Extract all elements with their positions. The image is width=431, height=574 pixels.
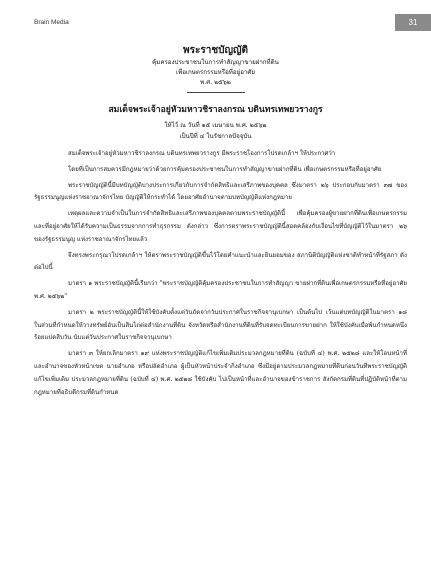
paragraph-preamble: โดยที่เป็นการสมควรมีกฎหมายว่าด้วยการคุ้มครองประชาชนในการทำสัญญาขายฝากที่ดิน เพื่อเกษตรกรรมหรือที่อยู่อาศัย: [68, 165, 382, 173]
subtitle-line-3: พ.ศ. ๒๕๖๒: [200, 79, 231, 86]
paragraph-enactment: จึงทรงพระกรุณาโปรดเกล้าฯ ให้ตราพระราชบัญญัติขึ้นไว้โดยคำแนะนำและยินยอมของ สภานิติบัญญัติแห่งชาติทำหน้าที่รัฐสภา ดังต่อไปนี้: [34, 251, 407, 272]
section-3: มาตรา ๓ ให้ยกเลิกมาตรา ๑๙ แห่งพระราชบัญญัติแก้ไขเพิ่มเติมประมวลกฎหมายที่ดิน (ฉบับที่ ๔) พ.ศ. ๒๕๒๘ และให้โอนหน้าที่และอำนาจของหัวหน้าเขต นายอำเภอ หรือปลัดอำเภอ ผู้เป็นหัวหน้าประจำกิ่งอำเภอ ซึ่งมีอยู่ตามประมวลกฎหมายที่ดินก่อนวันที่พระราชบัญญัติแก้ไขเพิ่มเติม ประมวลกฎหมายที่ดิน (ฉบับที่ ๔) พ.ศ. ๒๕๒๘ ใช้บังคับ ไปเป็นหน้าที่และอำนาจของข้าราชการ สังกัดกรมที่ดินที่ปฏิบัติหน้าที่ตามกฎหมายที่อธิบดีกรมที่ดินกำหนด: [34, 350, 407, 396]
paragraph-rationale: เหตุผลและความจำเป็นในการจำกัดสิทธิและเสรีภาพของบุคคลตามพระราชบัญญัตินี้ เพื่อคุ้มครองผู้ขายฝากที่ดินเพื่อเกษตรกรรมและที่อยู่อาศัยให้ได้รับความเป็นธรรมจากการทำธุรกรรม ดังกล่าว ซึ่งการตราพระราชบัญญัตินี้สอดคล้องกับเงื่อนไขที่บัญญัติไว้ในมาตรา ๒๖ ของรัฐธรรมนูญ แห่งราชอาณาจักรไทยแล้ว: [34, 210, 407, 243]
monarch-name: สมเด็จพระเจ้าอยู่หัวมหาวชิราลงกรณ บดินทรเทพยวรางกูร: [108, 105, 323, 115]
header-brand: Brain Media: [34, 19, 69, 26]
given-date: ให้ไว้ ณ วันที่ ๑๕ เมษายน พ.ศ. ๒๕๖๒: [164, 122, 267, 129]
page-number-badge: 31: [395, 14, 431, 31]
section-2: มาตรา ๒ พระราชบัญญัตินี้ให้ใช้บังคับตั้งแต่วันถัดจากวันประกาศในราชกิจจานุเบกษา เป็นต้นไป เว้นแต่บทบัญญัติในมาตรา ๑๘ ในส่วนที่กำหนดให้วางทรัพย์อันเป็นสินไถ่ต่อสำนักงานที่ดิน จังหวัดหรือสำนักงานที่ดินที่รับจดทะเบียนการขายฝาก ให้ใช้บังคับเมื่อพ้นกำหนดหนึ่งร้อยแปดสิบวัน นับแต่วันประกาศในราชกิจจานุเบกษา: [34, 308, 407, 342]
reign-year: เป็นปีที่ ๔ ในรัชกาลปัจจุบัน: [179, 133, 252, 140]
subtitle-line-1: คุ้มครองประชาชนในการทำสัญญาขายฝากที่ดิน: [152, 59, 279, 66]
paragraph-proclamation: สมเด็จพระเจ้าอยู่หัวมหาวชิราลงกรณ บดินทรเทพยวรางกูร มีพระราชโองการโปรดเกล้าฯ ให้ประกาศว่า: [68, 150, 336, 157]
subtitle-line-2: เพื่อเกษตรกรรมหรือที่อยู่อาศัย: [176, 69, 255, 76]
paragraph-rights-limitation: พระราชบัญญัตินี้มีบทบัญญัติบางประการเกี่ยวกับการจำกัดสิทธิและเสรีภาพของบุคคล ซึ่งมาตรา ๒๖ ประกอบกับมาตรา ๓๗ ของรัฐธรรมนูญแห่งราชอาณาจักรไทย บัญญัติให้กระทำได้ โดยอาศัยอำนาจตามบทบัญญัติแห่งกฎหมาย: [34, 181, 407, 202]
title-divider: [187, 92, 245, 93]
section-1: มาตรา ๑ พระราชบัญญัตินี้เรียกว่า "พระราชบัญญัติคุ้มครองประชาชนในการทำสัญญา ขายฝากที่ดินเพื่อเกษตรกรรมหรือที่อยู่อาศัย พ.ศ. ๒๕๖๒": [34, 280, 407, 300]
document-title: พระราชบัญญัติ: [183, 45, 248, 56]
document-body: [34, 148, 407, 402]
